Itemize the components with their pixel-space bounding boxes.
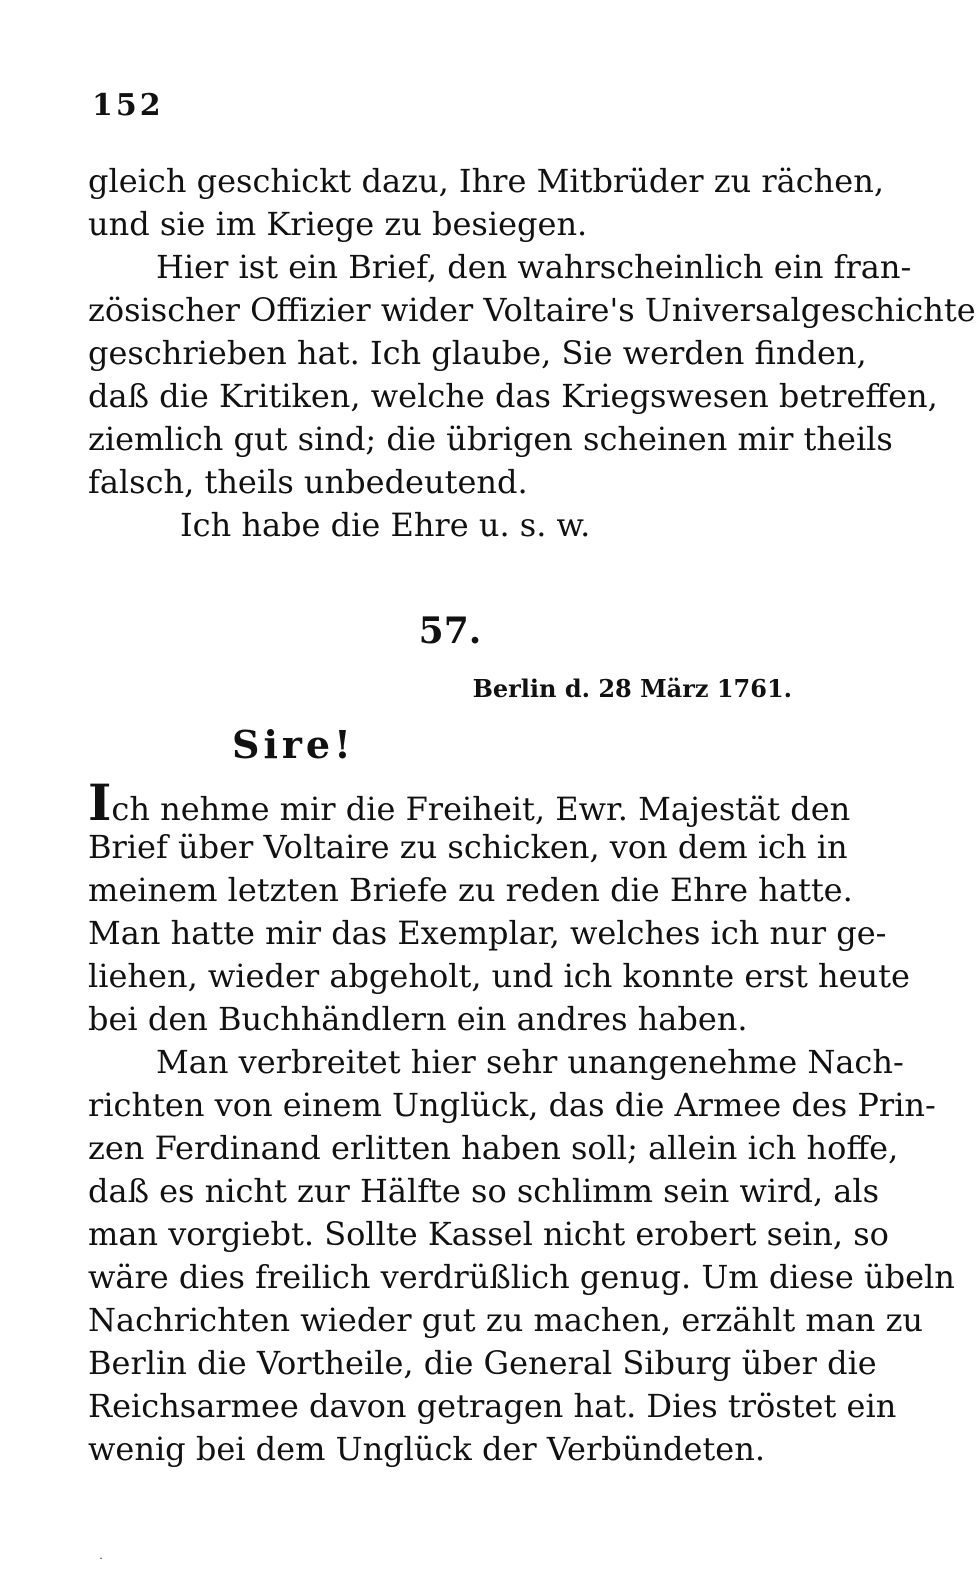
text-line: ziemlich gut sind; die übrigen scheinen mir theils	[88, 420, 893, 458]
text-line: zen Ferdinand erlitten haben soll; allein ich hoffe,	[88, 1129, 899, 1167]
text-line: bei den Buchhändlern ein andres haben.	[88, 1000, 748, 1038]
text-line: man vorgiebt. Sollte Kassel nicht erobert sein, so	[88, 1215, 889, 1253]
letter-dateline: Berlin d. 28 März 1761.	[472, 674, 792, 703]
text-line: Berlin die Vortheile, die General Siburg über die	[88, 1344, 877, 1382]
text-line: Hier ist ein Brief, den wahrscheinlich ein fran-	[156, 248, 912, 286]
text-line: meinem letzten Briefe zu reden die Ehre hatte.	[88, 871, 853, 909]
text-line: geschrieben hat. Ich glaube, Sie werden finden,	[88, 334, 867, 372]
text-line: daß die Kritiken, welche das Kriegswesen betreffen,	[88, 377, 938, 415]
scan-mark: ˙	[98, 1556, 104, 1570]
text-line: richten von einem Unglück, das die Armee des Prin-	[88, 1086, 936, 1124]
letter-body	[88, 773, 955, 1471]
text-line: Man hatte mir das Exemplar, welches ich nur ge-	[88, 914, 887, 952]
letter-salutation: Sire!	[232, 722, 355, 767]
text-line: wäre dies freilich verdrüßlich genug. Um diese übeln	[88, 1258, 955, 1296]
text-line: daß es nicht zur Hälfte so schlimm sein wird, als	[88, 1172, 880, 1210]
text-line-first	[88, 773, 851, 832]
text-line: wenig bei dem Unglück der Verbündeten.	[88, 1430, 765, 1468]
text-line: Nachrichten wieder gut zu machen, erzählt man zu	[88, 1301, 924, 1339]
page-number: 152	[92, 88, 164, 123]
letter-number: 57.	[418, 610, 482, 652]
continuation-text	[88, 160, 976, 547]
text-line: liehen, wieder abgeholt, und ich konnte erst heute	[88, 957, 910, 995]
text-line: Reichsarmee davon getragen hat. Dies tröstet ein	[88, 1387, 897, 1425]
text-line: zösischer Offizier wider Voltaire's Universalgeschichte	[88, 291, 976, 329]
first-line-rest: ch nehme mir die Freiheit, Ewr. Majestät den	[111, 790, 851, 828]
text-line: Man verbreitet hier sehr unangenehme Nach-	[156, 1043, 904, 1081]
text-line: gleich geschickt dazu, Ihre Mitbrüder zu rächen,	[88, 162, 884, 200]
drop-cap: I	[88, 773, 112, 832]
closing-formula: Ich habe die Ehre u. s. w.	[180, 506, 591, 544]
text-line: falsch, theils unbedeutend.	[88, 463, 528, 501]
text-line: Brief über Voltaire zu schicken, von dem ich in	[88, 828, 848, 866]
text-line: und sie im Kriege zu besiegen.	[88, 205, 588, 243]
